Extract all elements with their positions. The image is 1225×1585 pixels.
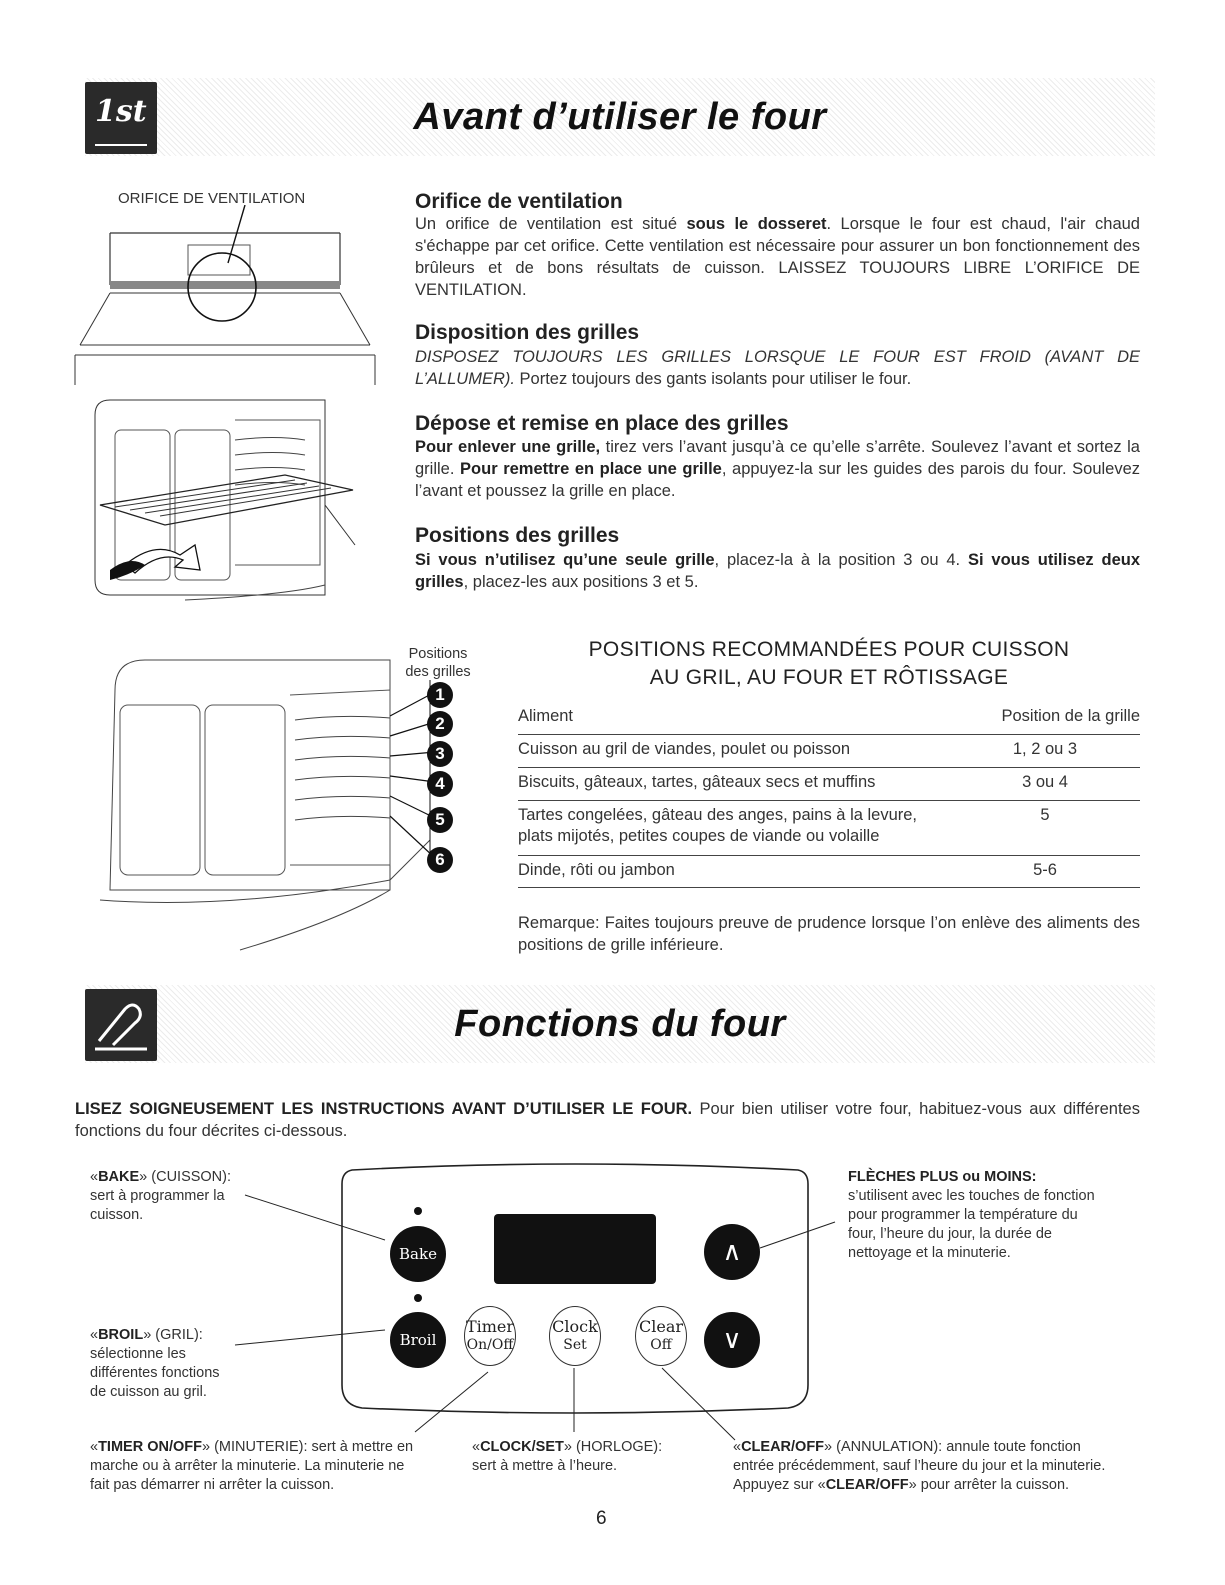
rack-positions-label: Positions des grilles [405,646,471,680]
callout-clear: «CLEAR/OFF» (ANNULATION): annule toute fonction entrée précédemment, sauf l’heure du jour et la minuterie. Appuyez sur «CLEAR/OFF» pour arrêter la cuisson. [733,1439,1106,1493]
clock-set-button[interactable]: Clock Set [549,1306,601,1366]
table-row: Biscuits, gâteaux, tartes, gâteaux secs et muffins 3 ou 4 [518,772,1140,801]
column-header-food: Aliment [518,707,574,725]
rack-number-2: 2 [427,711,453,737]
clear-off-button[interactable]: Clear Off [635,1306,687,1366]
heading-vent: Orifice de ventilation [415,190,623,213]
callout-bake: «BAKE» (CUISSON): sert à programmer la cuisson. [90,1169,232,1223]
up-arrow-button[interactable]: ∧ [704,1224,760,1280]
callout-timer: «TIMER ON/OFF» (MINUTERIE): sert à mettre en marche ou à arrêter la minuterie. La minuterie ne fait pas démarrer ni arrêter la cuisson. [90,1439,414,1493]
table-row: Cuisson au gril de viandes, poulet ou poisson 1, 2 ou 3 [518,739,1140,768]
table-row: Tartes congelées, gâteau des anges, pains à la levure, plats mijotés, petites coupes de viande ou volaille 5 [518,805,1140,856]
table-title: POSITIONS RECOMMANDÉES POUR CUISSON AU GRIL, AU FOUR ET RÔTISSAGE [588,638,1070,689]
heading-rack-arrangement: Disposition des grilles [415,321,640,344]
heading-rack-removal: Dépose et remise en place des grilles [415,412,789,435]
table-row: Dinde, rôti ou jambon 5-6 [518,860,1140,888]
rack-number-1: 1 [427,682,453,708]
callout-broil: «BROIL» (GRIL): sélectionne les différentes fonctions de cuisson au gril. [90,1327,220,1400]
intro-paragraph: LISEZ SOIGNEUSEMENT LES INSTRUCTIONS AVANT D’UTILISER LE FOUR. Pour bien utiliser votre four, habituez-vous aux différentes fonctions du four décrites ci-dessous. [75,1100,1140,1140]
rack-number-5: 5 [427,807,453,833]
rack-number-4: 4 [427,771,453,797]
display-screen [494,1214,656,1284]
bake-indicator-dot [414,1207,422,1215]
page-number: 6 [596,1508,607,1529]
section-title-oven-functions: Fonctions du four [454,1003,786,1045]
broil-indicator-dot [414,1294,422,1302]
section-title-before-use: Avant d’utiliser le four [413,96,827,138]
rack-number-3: 3 [427,741,453,767]
table-note: Remarque: Faites toujours preuve de prudence lorsque l’on enlève des aliments des positions de grille inférieure. [518,914,1140,954]
callout-arrows: FLÈCHES PLUS ou MOINS: s’utilisent avec les touches de fonction pour programmer la température du four, l’heure du jour, la durée de nettoyage et la minuterie. [848,1169,1095,1261]
timer-on-off-button[interactable]: Timer On/Off [464,1306,516,1366]
first-step-badge: 1st [95,94,147,129]
down-arrow-button[interactable]: ∨ [704,1312,760,1368]
vent-figure-label: ORIFICE DE VENTILATION [118,190,306,207]
callout-clock: «CLOCK/SET» (HORLOGE): sert à mettre à l’heure. [472,1439,663,1474]
paragraph-rack-positions: Si vous n’utilisez qu’une seule grille, placez-la à la position 3 ou 4. Si vous utilisez deux grilles, placez-les aux positions 3 et 5. [415,551,1141,591]
paragraph-rack-arrangement: DISPOSEZ TOUJOURS LES GRILLES LORSQUE LE FOUR EST FROID (AVANT DE L’ALLUMER). Portez toujours des gants isolants pour utiliser le four. [415,348,1140,388]
paragraph-rack-removal: Pour enlever une grille, tirez vers l’avant jusqu’à ce qu’elle s’arrête. Soulevez l’avant et sortez la grille. Pour remettre en place une grille, appuyez-la sur les guides des parois du four. Soulevez l’avant et poussez la grille en place. [415,438,1141,500]
broil-button[interactable]: Broil [390,1312,446,1368]
paragraph-vent: Un orifice de ventilation est situé sous le dosseret. Lorsque le four est chaud, l'air chaud s'échappe par cet orifice. Cette ventilation est nécessaire pour assurer un bon fonctionnement des brûleurs et de bons résultats de cuisson. LAISSEZ TOUJOURS LIBRE L’ORIFICE DE VENTILATION. [415,215,1140,299]
heading-rack-positions: Positions des grilles [415,524,620,547]
column-header-position: Position de la grille [1001,707,1140,725]
bake-button[interactable]: Bake [390,1226,446,1282]
rack-number-6: 6 [427,847,453,873]
